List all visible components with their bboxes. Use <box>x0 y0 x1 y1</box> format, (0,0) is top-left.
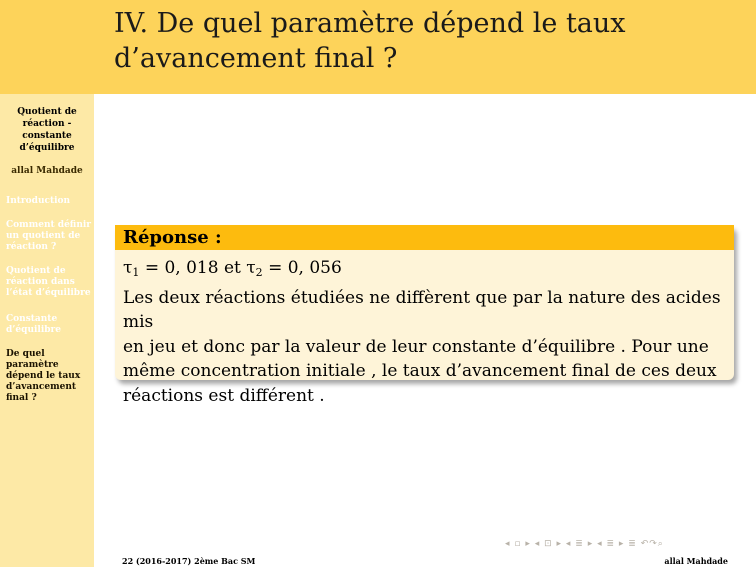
answer-line: en jeu et donc par la valeur de leur constante d’équilibre . Pour une <box>123 336 709 357</box>
sidebar <box>0 0 94 567</box>
nav-constante-equilibre[interactable]: Constante d’équilibre <box>6 314 62 335</box>
frame-title-bar <box>94 0 756 94</box>
search-back-forward-icon[interactable]: ↶↷⌕ <box>640 539 664 549</box>
nav-parametre-taux[interactable]: De quel paramètre dépend le taux d’avancement final ? <box>6 349 81 403</box>
align-icon[interactable]: ≣ <box>628 539 637 549</box>
frame-nav-icon[interactable]: ◂ ▫ ▸ <box>505 539 531 549</box>
sidebar-top-block <box>0 0 94 94</box>
answer-line: Les deux réactions étudiées ne diffèrent que par la nature des acides mis <box>123 287 721 332</box>
answer-block <box>115 225 734 406</box>
footer <box>94 555 756 567</box>
subsection2-nav-icon[interactable]: ◂ ≣ ▸ <box>597 539 625 549</box>
presentation-author: allal Mahdade <box>11 166 83 176</box>
subsection-nav-icon[interactable]: ◂ ⊡ ▸ <box>534 539 563 549</box>
tau-equation: $\tau_1 = 0$, 018 et $\tau_2 = 0$, 056 <box>123 258 342 279</box>
nav-introduction[interactable]: Introduction <box>6 196 71 206</box>
answer-line: même concentration initiale , le taux d’avancement final de ces deux <box>123 361 717 381</box>
nav-quotient-equilibre[interactable]: Quotient de réaction dans l’état d’équilibre <box>6 266 91 298</box>
presentation-title: Quotient de réaction - constante d’équilibre <box>17 107 77 153</box>
page-title: IV. De quel paramètre dépend le taux d’avancement final ? <box>114 8 626 74</box>
beamer-navigation <box>505 539 664 549</box>
nav-definir-quotient[interactable]: Comment définir un quotient de réaction ? <box>6 220 92 252</box>
footer-right: allal Mahdade <box>664 556 728 566</box>
answer-block-body <box>115 250 734 408</box>
answer-line: réactions est différent . <box>123 385 325 406</box>
answer-block-title: Réponse : <box>115 225 734 250</box>
footer-left: 22 (2016-2017) 2ème Bac SM <box>122 556 256 566</box>
section-nav-icon[interactable]: ◂ ≣ ▸ <box>565 539 594 549</box>
